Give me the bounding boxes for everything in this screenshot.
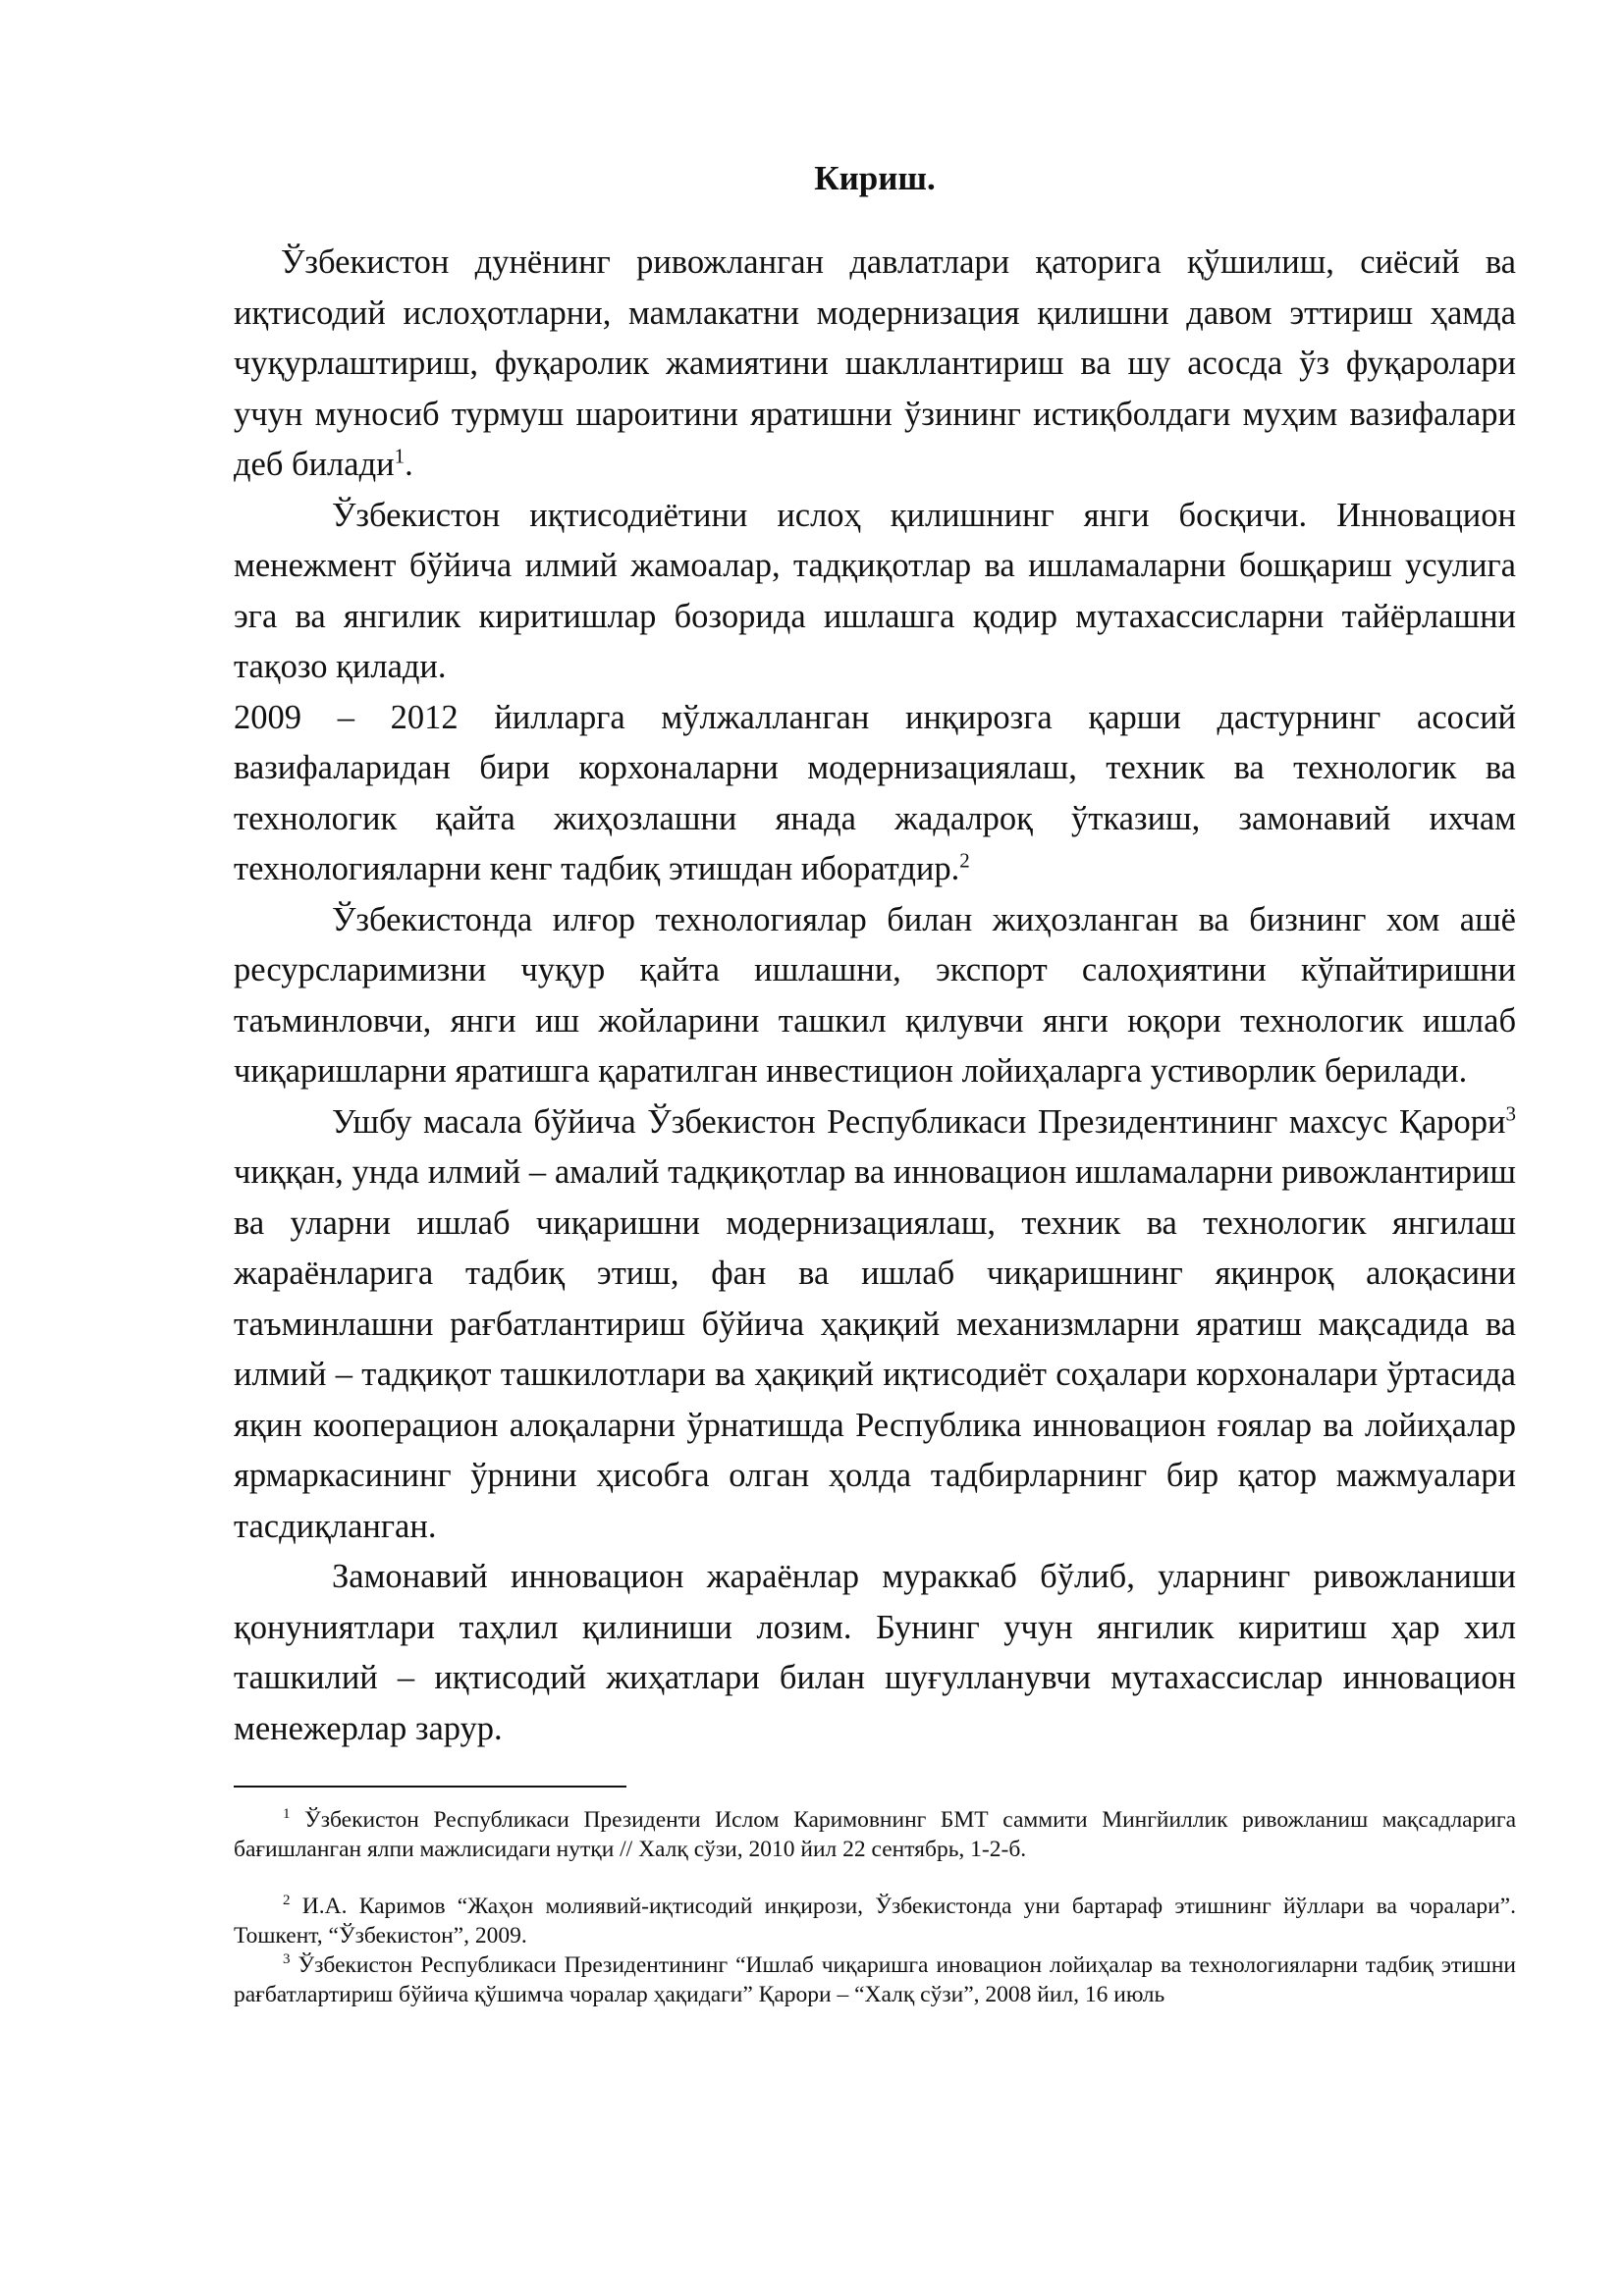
footnote-ref-3[interactable]: 3 (1505, 1101, 1516, 1125)
footnote-separator (234, 1786, 626, 1788)
paragraph-4 (234, 895, 1516, 1097)
footnote-1 (234, 1805, 1516, 1864)
footnote-ref-1[interactable]: 1 (394, 444, 406, 468)
footnote-text: Ўзбекистон Республикаси Президентининг “Ишлаб чиқаришга иновацион лойиҳалар ва технологияларни тадбиқ этишни рағбатлартириш бўйича қўшимча чоралар ҳақидаги” Қарори – “Халқ сўзи”, 2008 йил, 16 июль (234, 1952, 1516, 2007)
footnote-number: 3 (283, 1951, 291, 1968)
paragraph-text: Ўзбекистонда илғор технологиялар билан жиҳозланган ва бизнинг хом ашё ресурсларимизни чуқур қайта ишлашни, экспорт салоҳиятини кўпайтиришни таъминловчи, янги иш жойларини ташкил қилувчи янги юқори технологик ишлаб чиқаришларни яратишга қаратилган инвестицион лойиҳаларга устиворлик берилади. (234, 900, 1516, 1090)
paragraph-3 (234, 693, 1516, 895)
footnote-3 (234, 1950, 1516, 2009)
paragraph-tail: . (405, 446, 413, 483)
document-title: Кириш. (814, 159, 936, 197)
footnote-text: Ўзбекистон Республикаси Президенти Ислом Каримовнинг БМТ саммити Мингйиллик ривожланиш мақсадларига бағишланган ялпи мажлисидаги нутқи // Халқ сўзи, 2010 йил 22 сентябрь, 1-2-б. (234, 1807, 1516, 1862)
footnote-2 (234, 1892, 1516, 1950)
paragraph-text: 2009 – 2012 йилларга мўлжалланган инқирозга қарши дастурнинг асосий вазифаларидан бири корхоналарни модернизациялаш, техник ва технологик ва технологик қайта жиҳозлашни янада жадалроқ ўтказиш, замонавий ихчам технологияларни кенг тадбиқ этишдан иборатдир. (234, 698, 1516, 887)
paragraph-6 (234, 1552, 1516, 1754)
paragraph-5 (234, 1097, 1516, 1553)
footnote-number: 2 (283, 1893, 291, 1909)
paragraph-text: Ўзбекистон дунёнинг ривожланган давлатлари қаторига қўшилиш, сиёсий ва иқтисодий ислоҳотларни, мамлакатни модернизация қилишни давом эттириш ҳамда чуқурлаштириш, фуқаролик жамиятини шакллантириш ва шу асосда ўз фуқаролари учун муносиб турмуш шароитини яратишни ўзининг истиқболдаги муҳим вазифалари деб билади (234, 243, 1516, 483)
paragraph-text: Ўзбекистон иқтисодиётини ислоҳ қилишнинг янги босқичи. Инновацион менежмент бўйича илмий жамоалар, тадқиқотлар ва ишламаларни бошқариш усулига эга ва янгилик киритишлар бозорида ишлашга қодир мутахассисларни тайёрлашни тақозо қилади. (234, 496, 1516, 685)
footnote-number: 1 (283, 1806, 291, 1823)
document-page (234, 147, 1516, 2009)
paragraph-1 (234, 238, 1516, 491)
paragraph-text: Замонавий инновацион жараёнлар мураккаб бўлиб, уларнинг ривожланиши қонуниятлари таҳлил қилиниши лозим. Бунинг учун янгилик киритиш ҳар хил ташкилий – иқтисодий жиҳатлари билан шуғулланувчи мутахассислар инновацион менежерлар зарур. (234, 1558, 1516, 1747)
paragraph-tail: чиққан, унда илмий – амалий тадқиқотлар ва инновацион ишламаларни ривожлантириш ва уларни ишлаб чиқаришни модернизациялаш, техник ва технологик янгилаш жараёнларига тадбиқ этиш, фан ва ишлаб чиқаришнинг яқинроқ алоқасини таъминлашни рағбатлантириш бўйича ҳақиқий механизмларни яратиш мақсадида ва илмий – тадқиқот ташкилотлари ва ҳақиқий иқтисодиёт соҳалари корхоналари ўртасида яқин кооперацион алоқаларни ўрнатишда Республика инновацион ғоялар ва лойиҳалар ярмаркасининг ўрнини ҳисобга олган ҳолда тадбирларнинг бир қатор мажмуалари тасдиқланган. (234, 1153, 1516, 1545)
paragraph-text: Ушбу масала бўйича Ўзбекистон Республикаси Президентининг махсус Қарори (332, 1102, 1506, 1141)
paragraph-2 (234, 491, 1516, 693)
footnote-ref-2[interactable]: 2 (959, 848, 970, 873)
footnote-text: И.А. Каримов “Жаҳон молиявий-иқтисодий инқирози, Ўзбекистонда уни бартараф этишнинг йўллари ва чоралари”. Тошкент, “Ўзбекистон”, 2009. (234, 1894, 1516, 1949)
